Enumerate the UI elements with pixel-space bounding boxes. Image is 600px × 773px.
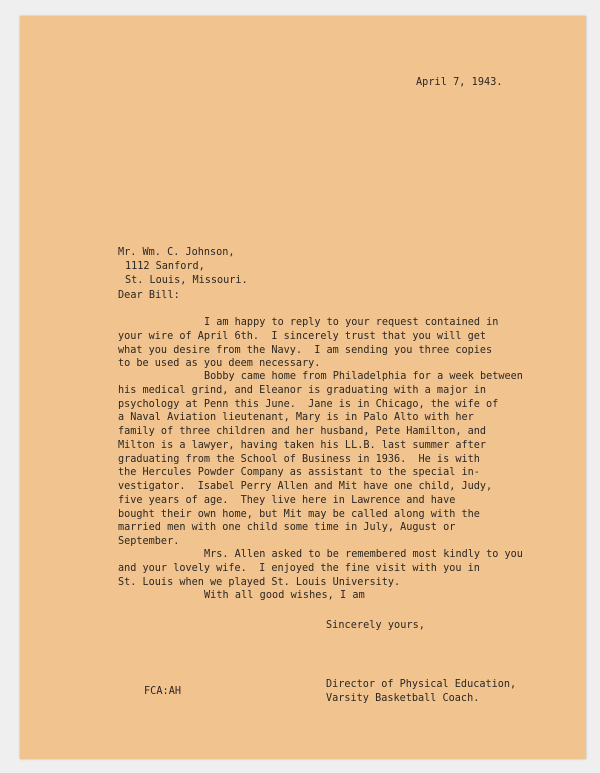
paragraph-line: and your lovely wife. I enjoyed the fine visit with you in: [118, 562, 480, 574]
recipient-street: 1112 Sanford,: [125, 260, 205, 272]
salutation: Dear Bill:: [118, 290, 180, 301]
paragraph-line: St. Louis when we played St. Louis University.: [118, 576, 401, 588]
paragraph-line: family of three children and her husband, Pete Hamilton, and: [118, 426, 487, 437]
complimentary-close: Sincerely yours,: [326, 620, 425, 631]
paragraph-line: five years of age. They live here in Lawrence and have: [118, 494, 456, 506]
paragraph-line: to be used as you deem necessary.: [118, 358, 321, 370]
paragraph-line: Mrs. Allen asked to be remembered most kindly to you: [204, 549, 523, 560]
paragraph-2: [118, 370, 523, 549]
paragraph-line: what you desire from the Navy. I am sending you three copies: [118, 344, 493, 356]
recipient-city: St. Louis, Missouri.: [125, 274, 248, 286]
signature-title: [326, 678, 516, 706]
paragraph-line: Bobby came home from Philadelphia for a week between: [204, 371, 523, 382]
paragraph-line: I am happy to reply to your request contained in: [204, 317, 499, 328]
paragraph-line: the Hercules Powder Company as assistant to the special in-: [118, 467, 480, 479]
paragraph-line: his medical grind, and Eleanor is graduating with a major in: [118, 384, 487, 396]
paragraph-line: September.: [118, 536, 180, 547]
signature-title-line: Varsity Basketball Coach.: [326, 692, 480, 704]
recipient-name: Mr. Wm. C. Johnson,: [118, 247, 235, 258]
paragraph-line: vestigator. Isabel Perry Allen and Mit have one child, Judy,: [118, 481, 493, 492]
paragraph-line: a Naval Aviation lieutenant, Mary is in Palo Alto with her: [118, 412, 474, 424]
letter-date: April 7, 1943.: [416, 77, 503, 88]
paragraph-line: psychology at Penn this June. Jane is in Chicago, the wife of: [118, 398, 499, 410]
letter-page: [20, 16, 586, 759]
closing-wishes: With all good wishes, I am: [204, 590, 365, 601]
paragraph-1: [118, 316, 498, 371]
paragraph-line: your wire of April 6th. I sincerely trust that you will get: [118, 330, 487, 342]
paragraph-3: [118, 548, 523, 589]
paragraph-line: married men with one child some time in July, August or: [118, 522, 456, 534]
signature-title-line: Director of Physical Education,: [326, 679, 517, 690]
recipient-address: [118, 246, 248, 287]
paragraph-line: Milton is a lawyer, having taken his LL.B. last summer after: [118, 439, 487, 451]
paragraph-line: bought their own home, but Mit may be called along with the: [118, 508, 480, 520]
reference-initials: FCA:AH: [144, 686, 182, 697]
paragraph-line: graduating from the School of Business in 1936. He is with: [118, 453, 480, 465]
